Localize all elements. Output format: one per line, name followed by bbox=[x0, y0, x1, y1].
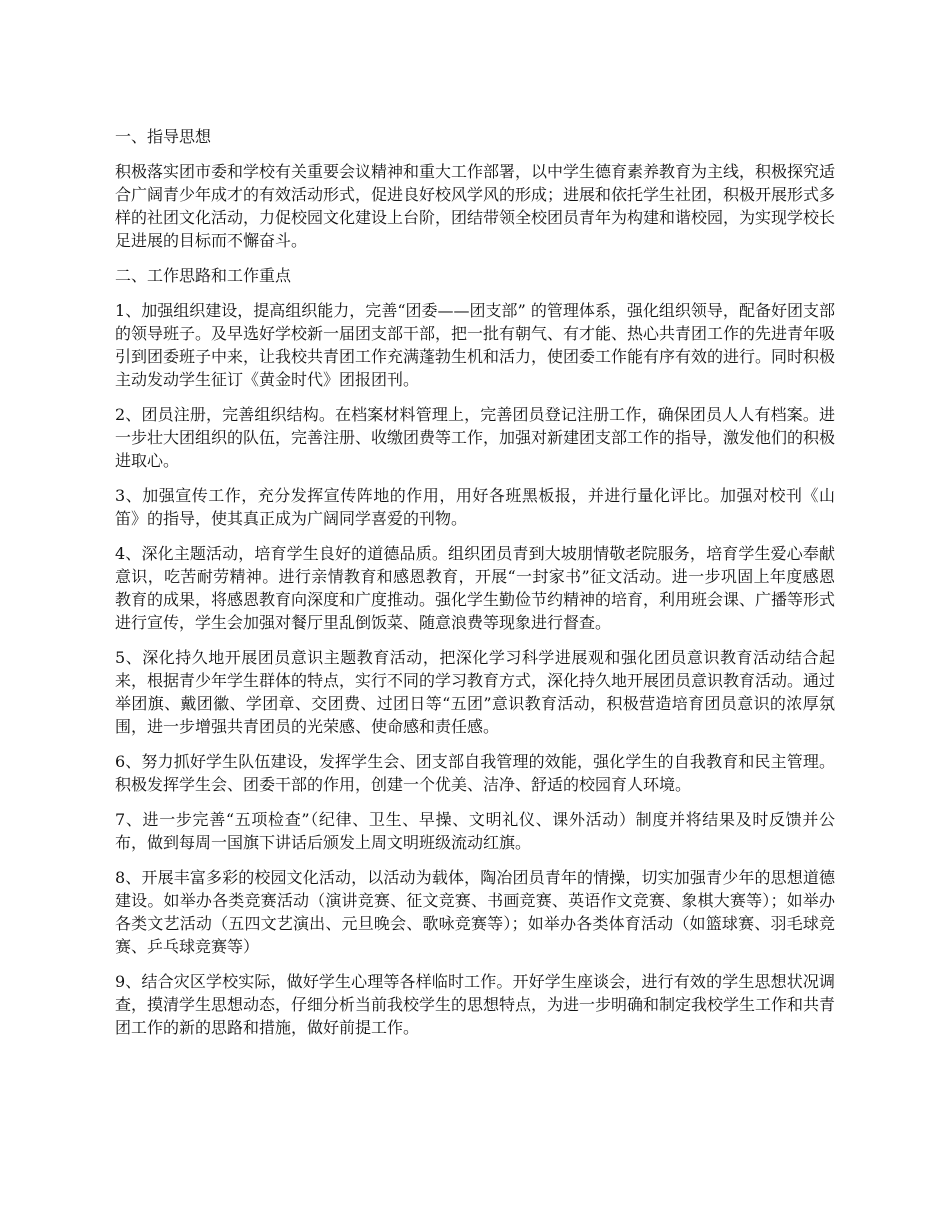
work-item-2: 2、团员注册，完善组织结构。在档案材料管理上，完善团员登记注册工作，确保团员人人有档案。进一步壮大团组织的队伍，完善注册、收缴团费等工作，加强对新建团支部工作的指导，激发他们的积极进取心。 bbox=[115, 405, 836, 470]
work-item-1: 1、加强组织建设，提高组织能力，完善“团委——团支部” 的管理体系，强化组织领导，配备好团支部的领导班子。及早选好学校新一届团支部干部，把一批有朝气、有才能、热心共青团工作的先进青年吸引到团委班子中来，让我校共青团工作充满蓬勃生机和活力，使团委工作能有序有效的进行。同时积极主动发动学生征订《黄金时代》团报团刊。 bbox=[115, 301, 836, 389]
section-heading-work-focus: 二、工作思路和工作重点 bbox=[115, 266, 292, 285]
work-item-4: 4、深化主题活动，培育学生良好的道德品质。组织团员青到大坡朋情敬老院服务，培育学生爱心奉献意识，吃苦耐劳精神。进行亲情教育和感恩教育，开展“一封家书”征文活动。进一步巩固上年度感恩教育的成果，将感恩教育向深度和广度推动。强化学生勤俭节约精神的培育，利用班会课、广播等形式进行宣传，学生会加强对餐厅里乱倒饭菜、随意浪费等现象进行督查。 bbox=[115, 544, 836, 632]
work-item-8: 8、开展丰富多彩的校园文化活动，以活动为载体，陶冶团员青年的情操，切实加强青少年的思想道德建设。如举办各类竞赛活动（演讲竞赛、征文竞赛、书画竞赛、英语作文竞赛、象棋大赛等）；如举办各类文艺活动（五四文艺演出、元旦晚会、歌咏竞赛等）；如举办各类体育活动（如篮球赛、羽毛球竞赛、乒乓球竞赛等） bbox=[115, 868, 835, 956]
section-heading-guiding-ideology: 一、指导思想 bbox=[115, 127, 212, 146]
work-item-3: 3、加强宣传工作，充分发挥宣传阵地的作用，用好各班黑板报，并进行量化评比。加强对校刊《山笛》的指导，使其真正成为广阔同学喜爱的刊物。 bbox=[115, 486, 835, 528]
work-item-6: 6、努力抓好学生队伍建设，发挥学生会、团支部自我管理的效能，强化学生的自我教育和民主管理。积极发挥学生会、团委干部的作用，创建一个优美、洁净、舒适的校园育人环境。 bbox=[115, 752, 835, 794]
paragraph-guiding-ideology: 积极落实团市委和学校有关重要会议精神和重大工作部署，以中学生德育素养教育为主线，积极探究适合广阔青少年成才的有效活动形式，促进良好校风学风的形成；进展和依托学生社团，积极开展形式多样的社团文化活动，力促校园文化建设上台阶，团结带领全校团员青年为构建和谐校园，为实现学校长足进展的目标而不懈奋斗。 bbox=[115, 162, 836, 250]
work-item-7: 7、进一步完善“五项检查”（纪律、卫生、早操、文明礼仪、课外活动）制度并将结果及时反馈并公布，做到每周一国旗下讲话后颁发上周文明班级流动红旗。 bbox=[115, 810, 835, 852]
work-item-9: 9、结合灾区学校实际，做好学生心理等各样临时工作。开好学生座谈会，进行有效的学生思想状况调查，摸清学生思想动态，仔细分析当前我校学生的思想特点，为进一步明确和制定我校学生工作和共青团工作的新的思路和措施，做好前提工作。 bbox=[115, 972, 836, 1037]
work-item-5: 5、深化持久地开展团员意识主题教育活动，把深化学习科学进展观和强化团员意识教育活动结合起来，根据青少年学生群体的特点，实行不同的学习教育方式，深化持久地开展团员意识教育活动。通过举团旗、戴团徽、学团章、交团费、过团日等“五团”意识教育活动，积极营造培育团员意识的浓厚氛围，进一步增强共青团员的光荣感、使命感和责任感。 bbox=[115, 648, 836, 736]
document-page bbox=[115, 125, 835, 1051]
